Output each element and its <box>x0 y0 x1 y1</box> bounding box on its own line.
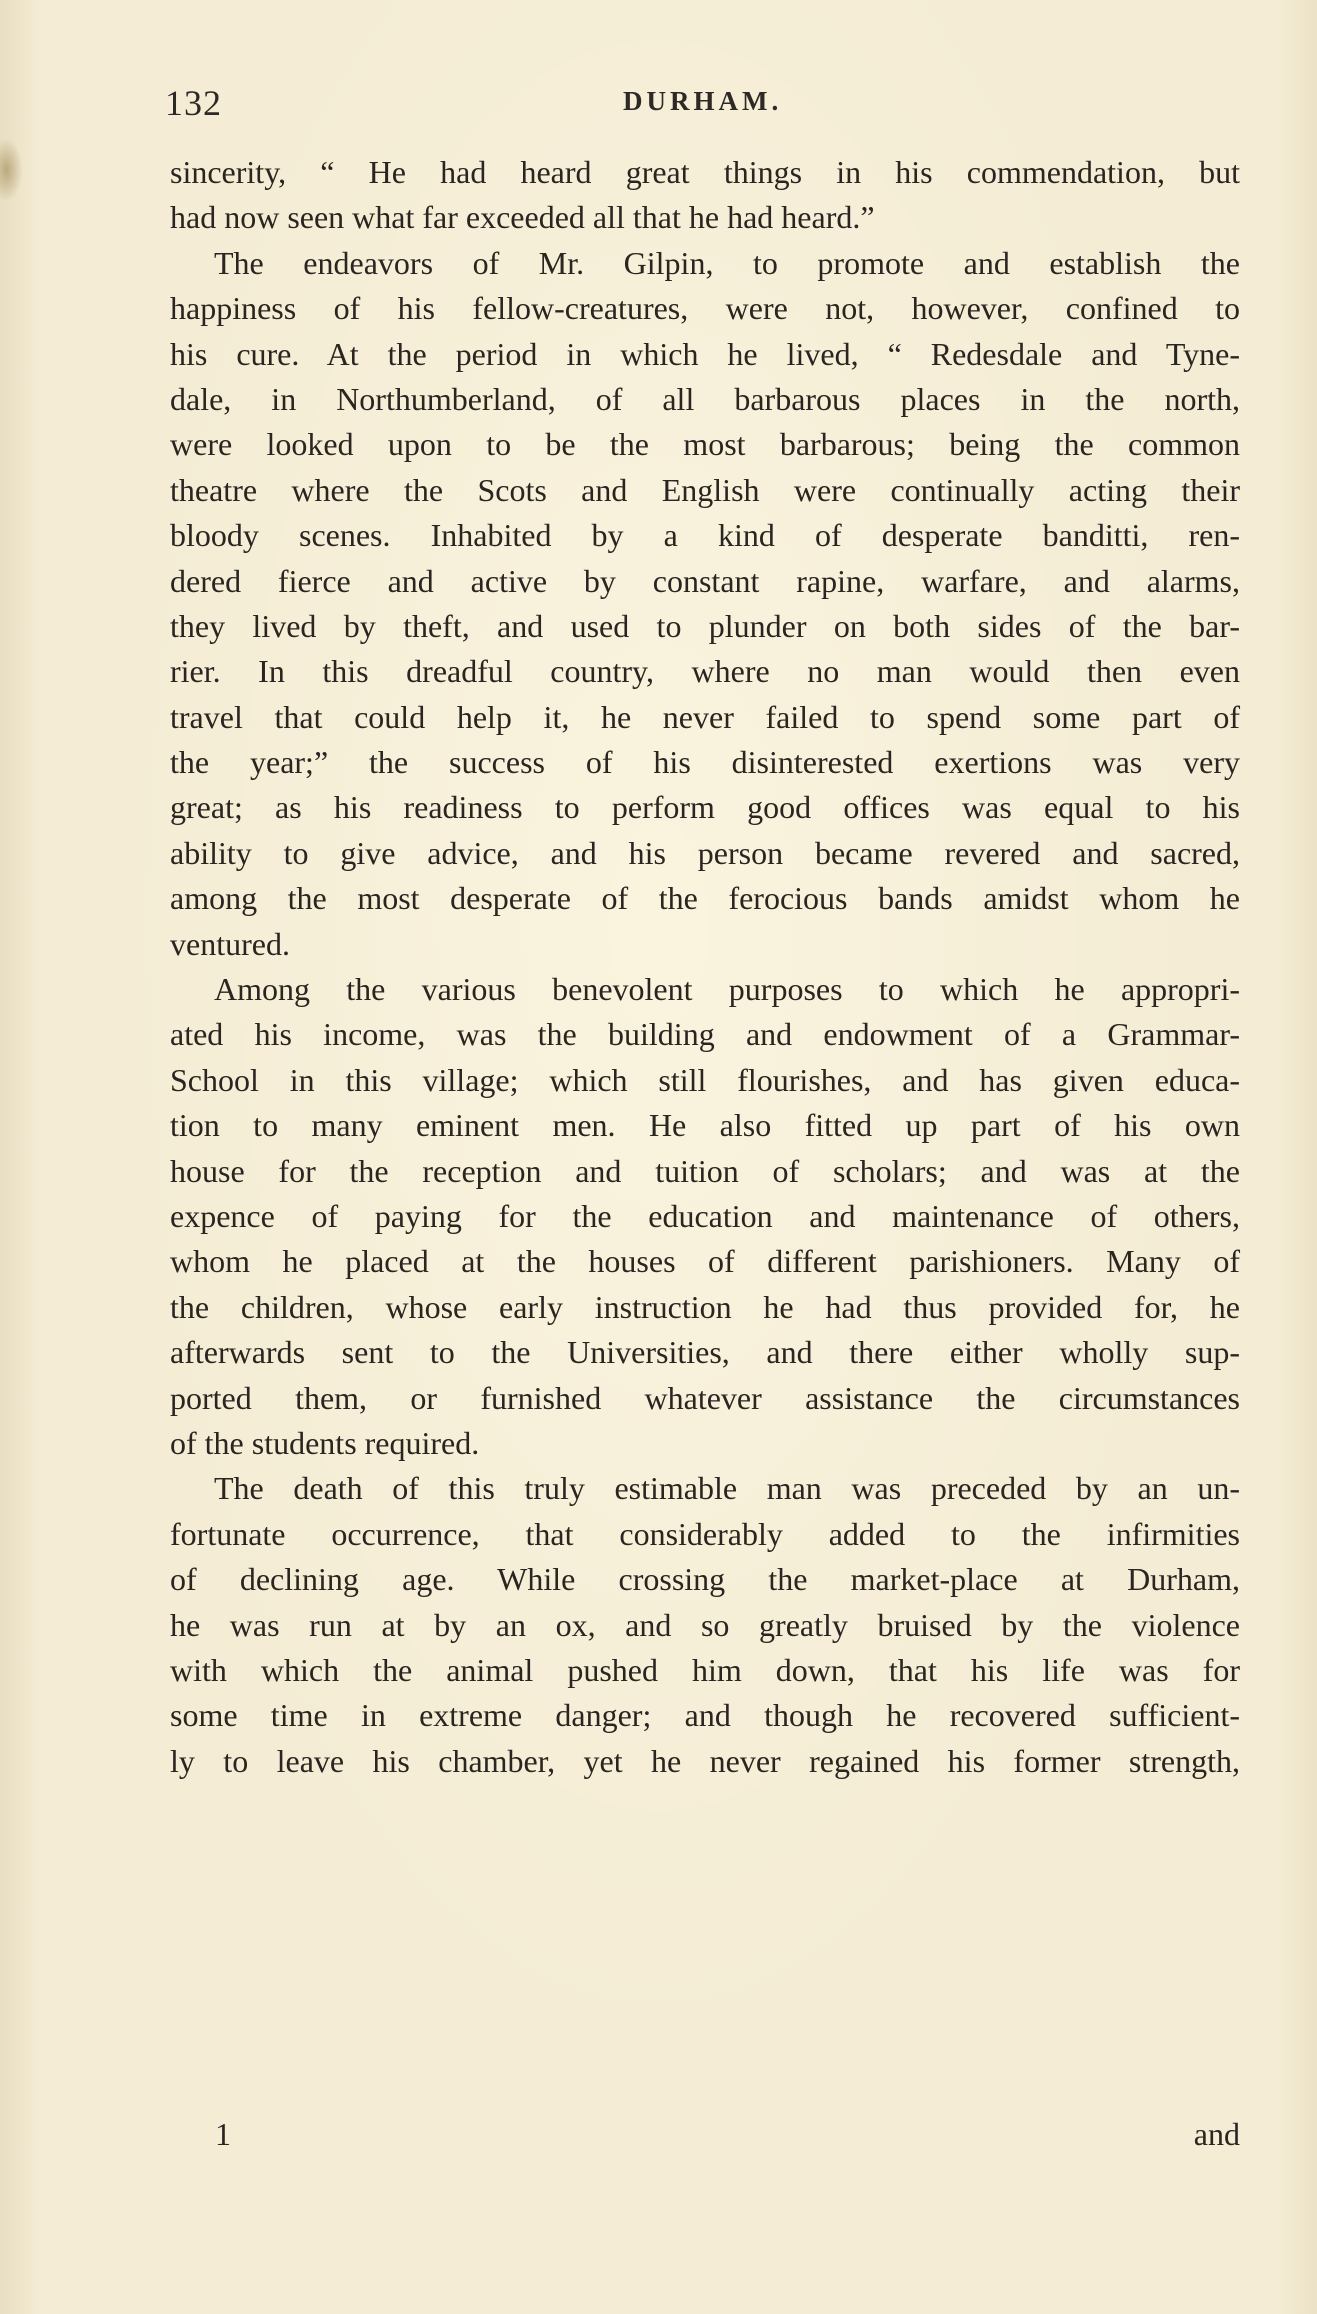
catchword: and <box>1193 2116 1240 2152</box>
text-line: great; as his readiness to perform good offices was equal to his <box>170 789 1240 826</box>
text-line: had now seen what far exceeded all that he had heard.” <box>170 199 875 236</box>
text-line: some time in extreme danger; and though he recovered sufficient- <box>170 1697 1240 1734</box>
page-number: 132 <box>165 83 222 123</box>
paragraph-start-line: The death of this truly estimable man was preceded by an un- <box>214 1470 1240 1507</box>
text-line: the children, whose early instruction he had thus provided for, he <box>170 1288 1240 1325</box>
text-line: dale, in Northumberland, of all barbarous places in the north, <box>170 380 1240 417</box>
text-line: afterwards sent to the Universities, and there either wholly sup- <box>170 1334 1240 1371</box>
text-line: they lived by theft, and used to plunder on both sides of the bar- <box>170 607 1240 644</box>
text-line: travel that could help it, he never failed to spend some part of <box>170 698 1240 735</box>
text-line: of the students required. <box>170 1424 480 1461</box>
running-head <box>165 82 1240 132</box>
text-line: School in this village; which still flourishes, and has given educa- <box>170 1061 1240 1098</box>
paragraph-start-line: Among the various benevolent purposes to which he appropri- <box>214 971 1240 1008</box>
text-line: of declining age. While crossing the market-place at Durham, <box>170 1561 1240 1598</box>
text-line: bloody scenes. Inhabited by a kind of desperate banditti, ren- <box>170 517 1240 554</box>
text-line: sincerity, “ He had heard great things in his commendation, but <box>170 154 1240 190</box>
catchline <box>215 2116 1240 2162</box>
paragraph-start-line: The endeavors of Mr. Gilpin, to promote and establish the <box>214 244 1240 281</box>
signature-mark: 1 <box>215 2116 231 2152</box>
text-line: his cure. At the period in which he lived, “ Redesdale and Tyne- <box>170 335 1240 372</box>
text-line: were looked upon to be the most barbarous; being the common <box>170 426 1240 463</box>
text-line: with which the animal pushed him down, that his life was for <box>170 1651 1240 1688</box>
text-line: among the most desperate of the ferocious bands amidst whom he <box>170 880 1240 917</box>
text-line: ability to give advice, and his person became revered and sacred, <box>170 834 1240 871</box>
text-line: expence of paying for the education and maintenance of others, <box>170 1197 1240 1234</box>
text-line: the year;” the success of his disinterested exertions was very <box>170 744 1240 781</box>
text-line: ported them, or furnished whatever assistance the circumstances <box>170 1379 1240 1416</box>
page-edge-stain <box>0 140 22 200</box>
text-body <box>170 150 1240 1784</box>
text-line: dered fierce and active by constant rapine, warfare, and alarms, <box>170 562 1240 599</box>
text-line: tion to many eminent men. He also fitted up part of his own <box>170 1107 1240 1144</box>
text-line: happiness of his fellow-creatures, were not, however, confined to <box>170 290 1240 327</box>
running-title: DURHAM. <box>623 86 783 116</box>
text-line: rier. In this dreadful country, where no man would then even <box>170 653 1240 690</box>
text-line: whom he placed at the houses of different parishioners. Many of <box>170 1243 1240 1280</box>
text-line: ly to leave his chamber, yet he never regained his former strength, <box>170 1742 1240 1779</box>
text-line: fortunate occurrence, that considerably added to the infirmities <box>170 1515 1240 1552</box>
text-line: house for the reception and tuition of scholars; and was at the <box>170 1152 1240 1189</box>
text-line: he was run at by an ox, and so greatly bruised by the violence <box>170 1606 1240 1643</box>
text-line: ventured. <box>170 925 290 962</box>
text-line: ated his income, was the building and endowment of a Grammar- <box>170 1016 1240 1053</box>
text-line: theatre where the Scots and English were continually acting their <box>170 471 1240 508</box>
